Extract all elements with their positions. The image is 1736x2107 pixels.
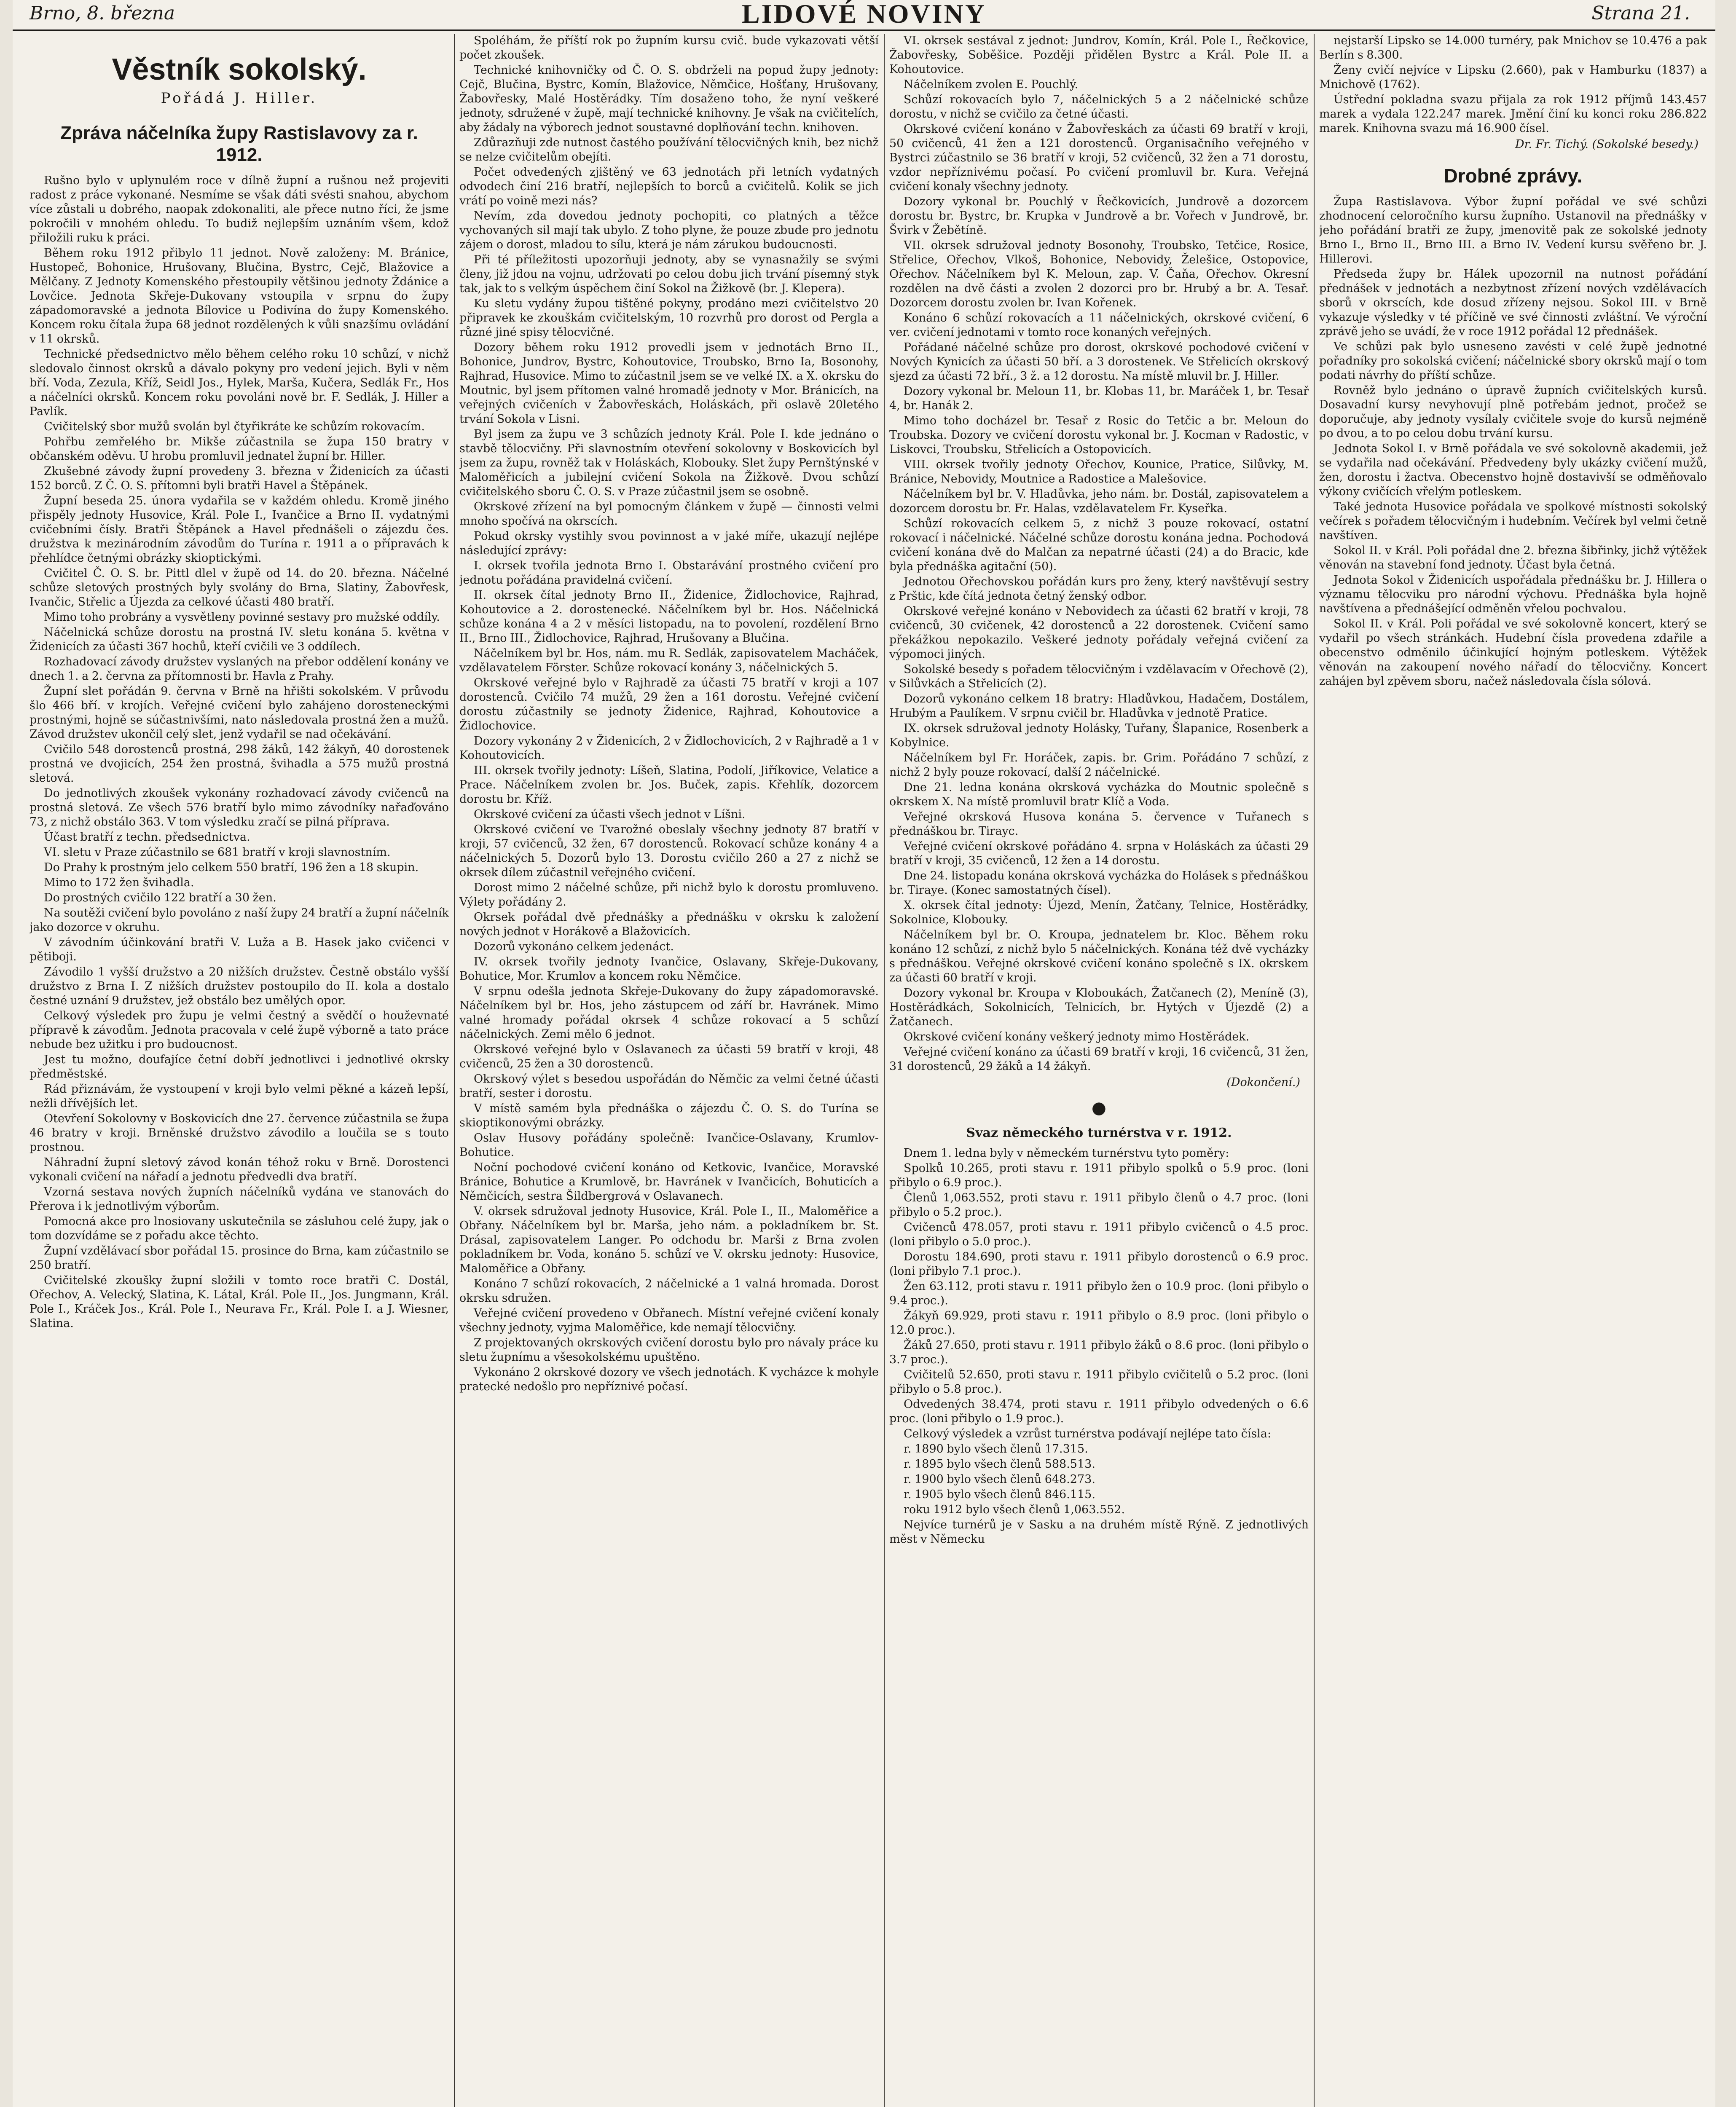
paragraph: VI. okrsek sestával z jednot: Jundrov, Komín, Král. Pole I., Řečkovice, Žabovřesky, Soběšice. Později přidělen Bystrc a Král. Pole II. a Kohoutovice. — [889, 34, 1309, 76]
paragraph: Dozory vykonány 2 v Židenicích, 2 v Židlochovicích, 2 v Rajhradě a 1 v Kohoutovicích. — [459, 735, 879, 762]
paragraph: VIII. okrsek tvořily jednoty Ořechov, Kounice, Pratice, Silůvky, M. Bránice, Nebovidy, Moutnice a Radostice a Malešovice. — [889, 458, 1309, 485]
paragraph: Okrskové veřejné konáno v Nebovidech za účasti 62 bratří v kroji, 78 cvičenců, 30 cvičenek, 42 dorostenců a 22 dorostenek. Cvičení samo překážkou nepokazilo. Veškeré jednoty pořádaly veřejná cvičení za výpomoci jiných. — [889, 605, 1309, 661]
paragraph: V srpnu odešla jednota Skřeje-Dukovany do župy západomoravské. Náčelníkem byl br. Hos, jeho zástupcem od září br. Havránek. Mimo valné hromady pořádal okrsek 4 schůze rokovací a 5 schůzí náčelnických. Zemi mělo 6 jednot. — [459, 985, 879, 1041]
paragraph: VI. sletu v Praze zúčastnilo se 681 bratří v kroji slavnostním. — [44, 846, 391, 859]
paragraph: Sokol II. v Král. Poli pořádal dne 2. března šibřinky, jichž výtěžek věnován na stavební fond jednoty. Účast byla četná. — [1319, 544, 1707, 571]
paragraph: V závodním účinkování bratři V. Luža a B. Hasek jako cvičenci v pětiboji. — [30, 936, 449, 963]
article-title: Svaz německého turnérstva v r. 1912. — [966, 1126, 1232, 1140]
paragraph: Do Prahy k prostným jelo celkem 550 bratří, 196 žen a 18 skupin. — [44, 861, 419, 874]
paragraph: V místě samém byla přednáška o zájezdu Č. O. S. do Turína se skioptikonovými obrázky. — [459, 1102, 879, 1129]
paragraph: Jednotou Ořechovskou pořádán kurs pro ženy, který navštěvují sestry z Prštic, kde čítá jednota četný ženský odbor. — [889, 575, 1309, 603]
paragraph: Konáno 7 schůzí rokovacích, 2 náčelnické a 1 valná hromada. Dorost okrsku sdružen. — [459, 1277, 879, 1305]
paragraph: II. okrsek čítal jednoty Brno II., Židenice, Židlochovice, Rajhrad, Kohoutovice a 2. dorostenecké. Náčelníkem byl br. Hos. Náčelnická schůze konána 4 a 2 v měsíci listopadu, na to povolení, rozdělení Brno II., Brno III., Židlochovice, Rajhrad, Hrušovany a Blučina. — [459, 589, 879, 645]
column-divider — [884, 34, 885, 2107]
paragraph: Rád přiznávám, že vystoupení v kroji bylo velmi pěkné a kázeň lepší, nežli dřívějších let. — [30, 1083, 449, 1110]
paragraph: Ústřední pokladna svazu přijala za rok 1912 příjmů 143.457 marek a vydala 122.247 marek. Jmění činí ku konci roku 286.822 marek. Knihovna svazu má 16.900 čísel. — [1319, 93, 1707, 135]
paragraph: VII. okrsek sdružoval jednoty Bosonohy, Troubsko, Tetčice, Rosice, Střelice, Ořechov, Vlkoš, Bohonice, Nebovidy, Želešice, Ostopovice, Ořechov. Náčelníkem byl K. Meloun, zap. V. Čaňa, Ořechov. Okresní rozdělen na dvě části a zvolen 2 dozorci pro br. Hrubý a br. A. Tesař. Dozorcem dorostu zvolen br. Ivan Kořenek. — [889, 239, 1309, 309]
paragraph: Během roku 1912 přibylo 11 jednot. Nově založeny: M. Bránice, Hustopeč, Bohonice, Hrušovany, Blučina, Bystrc, Cejč, Blažovice a Mělčany. Z Jednoty Komenského přestoupily většinou jednoty Ždánice a Lovčice. Jednota Skřeje-Dukovany vstoupila v srpnu do župy západomoravské a jednota Bílovice u Podivína do župy Komenského. Koncem roku čítala župa 68 jednot rozdělených k vůli snazšímu ovládání v 11 okrsků. — [30, 247, 449, 346]
column-divider — [454, 34, 455, 2107]
paragraph: Technické předsednictvo mělo během celého roku 10 schůzí, v nichž sledovalo činnost okrsků a dávalo pokyny pro vedení jejich. Byli v něm bří. Voda, Zezula, Kříž, Seidl Jos., Hylek, Marša, Kučera, Sedlák Fr., Hos a náčelníci okrsků. Koncem roku povoláni nově br. F. Sedlák, J. Hiller a Pavlík. — [30, 348, 449, 418]
paragraph: Župa Rastislavova. Výbor župní pořádal ve své schůzi zhodnocení celoročního kursu župního. Ustanovil na přednášky v jeho pořádání bratři ze župy, jmenovitě pak ze sokolské jednoty Brno I., Brno II., Brno III. a Brno IV. Vedení kursu svěřeno br. J. Hillerovi. — [1319, 195, 1707, 265]
column-1 — [30, 34, 449, 2107]
paragraph: Okrskové cvičení ve Tvarožné obeslaly všechny jednoty 87 bratří v kroji, 57 cvičenců, 32 žen, 67 dorostenců. Rokovací schůze konány 4 a náčelnických 5. Dozorů bylo 13. Dorostu cvičilo 260 a 27 z nichž se okrsek dílem zúčastnil veřejného cvičení. — [459, 823, 879, 879]
paragraph: Dozory vykonal br. Meloun 11, br. Klobas 11, br. Maráček 1, br. Tesař 4, br. Hanák 2. — [889, 385, 1309, 412]
paragraph: Ženy cvičí nejvíce v Lipsku (2.660), pak v Hamburku (1837) a Mnichově (1762). — [1319, 64, 1707, 91]
paragraph: Celkový výsledek a vzrůst turnérstva podávají nejlépe tato čísla: — [904, 1427, 1272, 1440]
paragraph: Z projektovaných okrskových cvičení dorostu bylo pro návaly práce ku sletu župnímu a všesokolskému upuštěno. — [459, 1336, 879, 1364]
paragraph: Byl jsem za župu ve 3 schůzích jednoty Král. Pole I. kde jednáno o stavbě tělocvičny. Při slavnostním otevření sokolovny v Boskovicích byl jsem za župu, rovněž tak v Holáskách, Klobouky. Slet župy Pernštýnské v Maloměřicích a jubilejní cvičení Sokola na Žižkově. Dvou schůzí cvičitelského sboru Č. O. S. v Praze zúčastnil jsem se osobně. — [459, 428, 879, 498]
paragraph: Okrskové cvičení konány veškerý jednoty mimo Hostěrádek. — [904, 1030, 1250, 1043]
paragraph: Jednota Sokol v Židenicích uspořádala přednášku br. J. Hillera o významu tělocviku pro národní výchovu. Přednáška byla hojně navštívena a přednášející odměněn vřelou pochvalou. — [1319, 574, 1707, 615]
paragraph: Cvičitelský sbor mužů svolán byl čtyřikráte ke schůzím rokovacím. — [44, 420, 425, 433]
paragraph: Žáků 27.650, proti stavu r. 1911 přibylo žáků o 8.6 proc. (loni přibylo o 3.7 proc.). — [889, 1339, 1309, 1366]
section-editor: Pořádá J. Hiller. — [161, 90, 318, 107]
paragraph: Při té příležitosti upozorňuji jednoty, aby se vynasnažily se svými členy, již jdou na vojnu, udržovati po celou dobu jich trvání písemný styk tak, jak to s velkým úspěchem činí Sokol na Žižkově (br. J. Klepera). — [459, 253, 879, 295]
paragraph: III. okrsek tvořily jednoty: Líšeň, Slatina, Podolí, Jiříkovice, Velatice a Prace. Náčelníkem zvolen br. Jos. Buček, zapis. Křehlík, dozorcem dorostu br. Kříž. — [459, 764, 879, 806]
masthead — [13, 0, 1715, 31]
paragraph: Župní beseda 25. února vydařila se v každém ohledu. Kromě jiného přispěly jednoty Husovice, Král. Pole I., Ivančice a Brno II. vydatnými cvičebními čísly. Bratři Štěpánek a Havel přednášeli o zájezdu čes. družstva k mezinárodním závodům do Turína r. 1911 a o přípravách k přehlídce četnými obrázky skioptickými. — [30, 494, 449, 565]
paragraph: Pořádané náčelné schůze pro dorost, okrskové pochodové cvičení v Nových Kynicích za účasti 50 bří. a 3 dorostenek. Ve Střelicích okrskový sjezd za účasti 72 bří., 3 ž. a 12 dorostu. Na místě mluvil br. J. Hiller. — [889, 341, 1309, 383]
paragraph: Oslav Husovy pořádány společně: Ivančice-Oslavany, Krumlov-Bohutice. — [459, 1131, 879, 1159]
paragraph: Cvičitel Č. O. S. br. Pittl dlel v župě od 14. do 20. března. Náčelné schůze sletových prostných byly svolány do Brna, Slatiny, Žabovřesk, Ivančic, Střelic a Újezda za celkové účasti 480 bratří. — [30, 567, 449, 609]
paragraph: Pohřbu zemřelého br. Mikše zúčastnila se župa 150 bratry v občanském oděvu. U hrobu promluvil jednatel župní br. Hiller. — [30, 435, 449, 463]
paragraph: Žen 63.112, proti stavu r. 1911 přibylo žen o 10.9 proc. (loni přibylo o 9.4 proc.). — [889, 1280, 1309, 1307]
paragraph: Rušno bylo v uplynulém roce v dílně župní a rušnou než projeviti radost z práce vykonané. Nesmíme se však dáti svésti snahou, abychom více zůstali u dobrého, naopak zdokonaliti, ale přece nutno říci, že jsme pokročili v mnohém ohledu. To budiž nejlepším uznáním všem, kdož přiložili ruku k práci. — [30, 174, 449, 244]
paragraph: Cvičitelů 52.650, proti stavu r. 1911 přibylo cvičitelů o 5.2 proc. (loni přibylo o 5.8 proc.). — [889, 1368, 1309, 1396]
paragraph: Sokol II. v Král. Poli pořádal ve své sokolovně koncert, který se vydařil po všech stránkách. Hudební čísla provedena zdařile a obecenstvo odměnilo účinkující hojným potleskem. Výtěžek věnován na zakoupení nového nářadí do tělocvičny. Koncert zahájen byl zpěvem sboru, načež následovala čísla sólová. — [1319, 617, 1707, 688]
paragraph: r. 1900 bylo všech členů 648.273. — [904, 1473, 1095, 1486]
paragraph: Okrskové veřejné bylo v Oslavanech za účasti 59 bratří v kroji, 48 cvičenců, 25 žen a 30 dorostenců. — [459, 1043, 879, 1070]
paragraph: Do prostných cvičilo 122 bratří a 30 žen. — [44, 891, 276, 904]
paragraph: Odvedených 38.474, proti stavu r. 1911 přibylo odvedených o 6.6 proc. (loni přibylo o 1.9 proc.). — [889, 1398, 1309, 1425]
paragraph: Dozory během roku 1912 provedli jsem v jednotách Brno II., Bohonice, Jundrov, Bystrc, Kohoutovice, Troubsko, Brno Ia, Bosonohy, Rajhrad, Husovice. Mimo to zúčastnil jsem se ve velké IX. a X. okrsku do Moutnic, byl jsem přítomen valné hromadě jednoty v Mor. Bránicích, na veřejných cvičeních v Žabovřeskách, Holáskách, při oslavě 20letého trvání Sokola v Lisni. — [459, 341, 879, 426]
paragraph: Zdůrazňuji zde nutnost častého používání tělocvičných knih, bez nichž se nelze cvičitelům obejíti. — [459, 136, 879, 164]
paragraph: Žákyň 69.929, proti stavu r. 1911 přibylo o 8.9 proc. (loni přibylo o 12.0 proc.). — [889, 1309, 1309, 1337]
paragraph: Závodilo 1 vyšší družstvo a 20 nižších družstev. Čestně obstálo vyšší družstvo z Brna I. Z nižších družstev postoupilo do II. kola a dostalo čestné uznání 9 družstev, jež obstálo bez umělých opor. — [30, 965, 449, 1007]
paragraph: Na soutěži cvičení bylo povoláno z naší župy 24 bratří a župní náčelník jako dozorce v okruhu. — [30, 906, 449, 934]
paragraph: Vykonáno 2 okrskové dozory ve všech jednotách. K vycházce k mohyle pratecké nedošlo pro nepříznivé počasí. — [459, 1366, 879, 1393]
paragraph: r. 1890 bylo všech členů 17.315. — [904, 1442, 1088, 1456]
paragraph: Veřejné cvičení konáno za účasti 69 bratří v kroji, 16 cvičenců, 31 žen, 31 dorostenců, 29 žáků a 14 žákyň. — [889, 1045, 1309, 1073]
paragraph: Cvičenců 478.057, proti stavu r. 1911 přibylo cvičenců o 4.5 proc. (loni přibylo o 5.0 proc.). — [889, 1221, 1309, 1248]
paragraph: Ve schůzi pak bylo usneseno zavésti v celé župě jednotné pořadníky pro sokolská cvičení; náčelnické sbory okrsků mají o tom podati návrhy do příští schůze. — [1319, 340, 1707, 382]
paragraph: Jednota Sokol I. v Brně pořádala ve své sokolovně akademii, jež se vydařila nad očekávání. Předvedeny byly ukázky cvičení mužů, žen, dorostu i žactva. Obecenstvo hojně dostavivší se odměňovalo výkony cvičících vřelým potleskem. — [1319, 442, 1707, 498]
paragraph: I. okrsek tvořila jednota Brno I. Obstarávání prostného cvičení pro jednotu pořádána pravidelná cvičení. — [459, 559, 879, 587]
paragraph: r. 1905 bylo všech členů 846.115. — [904, 1488, 1095, 1501]
article-body — [1319, 195, 1707, 689]
paragraph: Také jednota Husovice pořádala ve spolkové místnosti sokolský večírek s pořadem tělocvičným i hudebním. Večírek byl velmi četně navštíven. — [1319, 500, 1707, 542]
paragraph: Schůzí rokovacích celkem 5, z nichž 3 pouze rokovací, ostatní rokovací i náčelnické. Náčelné schůze dorostu konána jedna. Pochodová cvičení konána dvě do Malčan za nepatrné účasti (24) a do Bracic, kde byla přednáška agitační (50). — [889, 517, 1309, 573]
paragraph: Okrskové zřízení na byl pomocným článkem v župě — činnosti velmi mnoho spočívá na okrscích. — [459, 500, 879, 528]
paragraph: Dne 21. ledna konána okrsková vycházka do Moutnic společně s okrskem X. Na místě promluvil bratr Klíč a Voda. — [889, 781, 1309, 808]
article-title: Zpráva náčelníka župy Rastislavovy za r. 1912. — [60, 123, 418, 165]
article-body — [30, 174, 449, 1331]
paragraph: Noční pochodové cvičení konáno od Ketkovic, Ivančice, Moravské Bránice, Bohutice a Krumlově, br. Havránek v Ivančicích, Bohuticích a Němčicích, sestra Šildbergrová v Oslavanech. — [459, 1161, 879, 1203]
article-body — [459, 34, 879, 1394]
paragraph: Dorost mimo 2 náčelné schůze, při nichž bylo k dorostu promluveno. Výlety pořádány 2. — [459, 881, 879, 909]
paragraph: Rovněž bylo jednáno o úpravě župních cvičitelských kursů. Dosavadní kursy nevyhovují plně potřebám jednot, pročež se doporučuje, aby jednoty vysílaly cvičitele svoje do kursů nejméně po dvou, a to po celou dobu trvání kursu. — [1319, 384, 1707, 440]
masthead-title: LIDOVÉ NOVINY — [741, 0, 987, 29]
paragraph: Mimo toho probrány a vysvětleny povinné sestavy pro mužské oddíly. — [44, 611, 440, 624]
paragraph: Župní vzdělávací sbor pořádal 15. prosince do Brna, kam zúčastnilo se 250 bratří. — [30, 1244, 449, 1272]
paragraph: Otevření Sokolovny v Boskovicích dne 27. července zúčastnila se župa 46 bratry v kroji. Brněnské družstvo závodilo a loučila se s touto prostnou. — [30, 1112, 449, 1154]
paragraph: Cvičitelské zkoušky župní složili v tomto roce bratři C. Dostál, Ořechov, A. Velecký, Slatina, K. Látal, Král. Pole II., Jos. Jungmann, Král. Pole I., Kráček Jos., Král. Pole I., Neurava Fr., Král. Pole I. a J. Wiesner, Slatina. — [30, 1274, 449, 1330]
paragraph: X. okrsek čítal jednoty: Újezd, Menín, Žatčany, Telnice, Hostěrádky, Sokolnice, Klobouky. — [889, 899, 1309, 926]
paragraph: Dorostu 184.690, proti stavu r. 1911 přibylo dorostenců o 6.9 proc. (loni přibylo 7.1 proc.). — [889, 1250, 1309, 1278]
separator-bullet: ● — [1092, 1098, 1106, 1118]
paragraph: Veřejné okrsková Husova konána 5. července v Tuřanech s přednáškou br. Tirayc. — [889, 810, 1309, 838]
masthead-page-number: Strana 21. — [1591, 3, 1690, 24]
paragraph: Okrskové cvičení za účasti všech jednot v Líšni. — [474, 808, 746, 821]
paragraph: Náčelníkem byl br. O. Kroupa, jednatelem br. Kloc. Během roku konáno 12 schůzí, z nichž bylo 5 náčelnických. Konána též dvě vycházky s přednáškou. Veřejné okrskové cvičení konáno společně s IX. okrskem za účasti 60 bratří v kroji. — [889, 928, 1309, 984]
paragraph: Dozorů vykonáno celkem jedenáct. — [474, 940, 674, 953]
column-2 — [459, 34, 879, 2107]
article-signature: Dr. Fr. Tichý. (Sokolské besedy.) — [1515, 138, 1698, 151]
paragraph: Dozory vykonal br. Kroupa v Kloboukách, Žatčanech (2), Meníně (3), Hostěrádkách, Sokolnicích, Telnicích, br. Hytých v Újezdě (2) a Žatčanech. — [889, 986, 1309, 1028]
paragraph: V. okrsek sdružoval jednoty Husovice, Král. Pole I., II., Maloměřice a Obřany. Náčelníkem byl br. Marša, jeho nám. a pokladníkem br. St. Drásal, zapisovatelem Langer. Po odchodu br. Marši z Brna zvolen pokladníkem br. Voda, konáno 5. schůzí ve V. okrsku jednoty: Husovice, Maloměřice a Obřany. — [459, 1205, 879, 1275]
column-divider — [1314, 34, 1315, 2107]
paragraph: Zkušebné závody župní provedeny 3. března v Židenicích za účasti 152 borců. Z Č. O. S. přítomni byli bratři Havel a Štěpánek. — [30, 465, 449, 492]
paragraph: Okrskové cvičení konáno v Žabovřeskách za účasti 69 bratří v kroji, 50 cvičenců, 41 žen a 121 dorostenců. Organisačního veřejného v Bystrci zúčastnilo se 36 bratří v kroji, 52 cvičenců, 32 žen a 71 dorostu, vzdor nepříznivému počasí. Po cvičení promluvil br. Kura. Veřejná cvičení konaly všechny jednoty. — [889, 123, 1309, 193]
paragraph: Technické knihovničky od Č. O. S. obdrželi na popud župy jednoty: Cejč, Blučina, Bystrc, Komín, Blažovice, Němčice, Hošťany, Hrušovany, Žabovřesky, Malé Hostěrádky. Tím dosaženo toho, že nyní veškeré jednoty, sdružené v župě, mají technické knihovny. Je však na cvičitelích, aby žádaly na výborech jednot soustavné doplňování techn. knihoven. — [459, 64, 879, 134]
paragraph: Mimo to 172 žen švihadla. — [44, 876, 194, 889]
paragraph: Spolků 10.265, proti stavu r. 1911 přibylo spolků o 5.9 proc. (loni přibylo o 6.9 proc.). — [889, 1162, 1309, 1189]
paragraph: Náhradní župní sletový závod konán téhož roku v Brně. Dorostenci vykonali cvičení na nářadí a jednotu předvedli dva bratří. — [30, 1156, 449, 1183]
paragraph: Cvičilo 548 dorostenců prostná, 298 žáků, 142 žákyň, 40 dorostenek prostná ve dvojicích, 254 žen prostná, švihadla a 575 mužů prostná sletová. — [30, 743, 449, 785]
article-body — [889, 1146, 1309, 1547]
paragraph: Náčelníkem byl br. V. Hladůvka, jeho nám. br. Dostál, zapisovatelem a dozorcem dorostu br. Fr. Halas, vzdělavatelem Fr. Kyseřka. — [889, 488, 1309, 515]
paragraph: Nevím, zda dovedou jednoty pochopiti, co platných a těžce vychovaných sil mají tak ubylo. Z toho plyne, že pouze zbude pro jednotu zájem o dorost, mladou to sílu, která je nám zárukou budoucnosti. — [459, 209, 879, 251]
paragraph: Konáno 6 schůzí rokovacích a 11 náčelnických, okrskové cvičení, 6 ver. cvičení jednotami v tomto roce konaných veřejných. — [889, 311, 1309, 339]
section-title: Věstník sokolský. — [112, 53, 367, 86]
paragraph: Okrskové veřejné bylo v Rajhradě za účasti 75 bratří v kroji a 107 dorostenců. Cvičilo 74 mužů, 29 žen a 161 dorostu. Veřejné cvičení dorostu zúčastnily se jednoty Židenice, Rajhrad, Kohoutovice a Židlochovice. — [459, 676, 879, 732]
masthead-date: Brno, 8. března — [30, 3, 175, 24]
newspaper-page — [13, 0, 1715, 2107]
paragraph: Mimo toho docházel br. Tesař z Rosic do Tetčic a br. Meloun do Troubska. Dozory ve cvičení dorostu vykonal br. J. Kocman v Radostic, v Liskovci, Troubsku, Střelicích a Ostopovicích. — [889, 414, 1309, 456]
paragraph: IX. okrsek sdružoval jednoty Holásky, Tuřany, Šlapanice, Rosenberk a Kobylnice. — [889, 722, 1309, 749]
paragraph: Spoléhám, že příští rok po župním kursu cvič. bude vykazovati větší počet zkoušek. — [459, 34, 879, 62]
paragraph: Náčelnická schůze dorostu na prostná IV. sletu konána 5. května v Židenicích za účasti 367 hochů, kteří cvičili ve 3 oddílech. — [30, 626, 449, 653]
paragraph: Účast bratří z techn. předsednictva. — [44, 831, 250, 844]
paragraph: Náčelníkem zvolen E. Pouchlý. — [904, 78, 1079, 91]
paragraph: roku 1912 bylo všech členů 1,063.552. — [904, 1503, 1125, 1516]
column-4 — [1319, 34, 1707, 2107]
paragraph: Počet odvedených zjištěný ve 63 jednotách při letních vydatných odvodech činí 216 bratří, nejlepších to borců a cvičitelů. Kolik se jich vrátí po voině mezi nás? — [459, 166, 879, 207]
paragraph: Okrsek pořádal dvě přednášky a přednášku v okrsku k založení nových jednot v Horákově a Blažovicích. — [459, 911, 879, 938]
paragraph: Dozory vykonal br. Pouchlý v Řečkovicích, Jundrově a dozorcem dorostu br. Bystrc, br. Krupka v Jundrově a br. Vořech v Jundrově, br. Švirk v Žebětíně. — [889, 195, 1309, 237]
paragraph: r. 1895 bylo všech členů 588.513. — [904, 1458, 1095, 1471]
paragraph: Celkový výsledek pro župu je velmi čestný a svědčí o houževnaté přípravě k závodům. Jednota pracovala v celé župě výborně a tato práce nebude bez užitku i pro budoucnost. — [30, 1009, 449, 1051]
paragraph: Veřejné cvičení provedeno v Obřanech. Místní veřejné cvičení konaly všechny jednoty, vyjma Maloměřice, kde nemají tělocvičny. — [459, 1307, 879, 1334]
article-signature: (Dokončení.) — [1226, 1076, 1300, 1089]
paragraph: Dnem 1. ledna byly v německém turnérstvu tyto poměry: — [904, 1147, 1229, 1160]
paragraph: Nejvíce turnérů je v Sasku a na druhém místě Rýně. Z jednotlivých měst v Německu — [889, 1518, 1309, 1546]
column-3 — [889, 34, 1309, 2107]
section-subtitle: Drobné zprávy. — [1444, 165, 1583, 187]
paragraph: Župní slet pořádán 9. června v Brně na hřišti sokolském. V průvodu šlo 466 bří. v krojích. Veřejné cvičení bylo zahájeno dorosteneckými prostnými, hojně se súčastnivšími, nato následovala prostná žen a mužů. Závod družstev ukončil celý slet, jenž vydařil se nad očekávání. — [30, 685, 449, 741]
paragraph: Pomocná akce pro lnosiovany uskutečnila se zásluhou celé župy, jak o tom dozvídáme se z pořadu akce těchto. — [30, 1215, 449, 1242]
paragraph: Předseda župy br. Hálek upozornil na nutnost pořádání přednášek v jednotách a nezbytnost zřízení nových vzdělávacích sborů v okrscích, kde dosud zřízeny nejsou. Sokol III. v Brně vykazuje výsledky v té příčině ve své činnosti zvláštní. Ve výroční zprávě jeho se uvádí, že v roce 1912 pořádal 12 přednášek. — [1319, 268, 1707, 338]
paragraph: Dne 24. listopadu konána okrsková vycházka do Holásek s přednáškou br. Tiraye. (Konec samostatných čísel). — [889, 869, 1309, 897]
paragraph: Dozorů vykonáno celkem 18 bratry: Hladůvkou, Hadačem, Dostálem, Hrubým a Paulíkem. V srpnu cvičil br. Hladůvka v jednotě Pratice. — [889, 692, 1309, 720]
paragraph: Náčelníkem byl br. Hos, nám. mu R. Sedlák, zapisovatelem Macháček, vzdělavatelem Förster. Schůze rokovací konány 3, náčelnických 5. — [459, 647, 879, 674]
paragraph: IV. okrsek tvořily jednoty Ivančice, Oslavany, Skřeje-Dukovany, Bohutice, Mor. Krumlov a koncem roku Němčice. — [459, 955, 879, 983]
article-body — [889, 34, 1309, 1074]
paragraph: Sokolské besedy s pořadem tělocvičným i vzdělavacím v Ořechově (2), v Silůvkách a Střelicích (2). — [889, 663, 1309, 690]
paragraph: Pokud okrsky vystihly svou povinnost a v jaké míře, ukazují nejlépe následující zprávy: — [459, 530, 879, 557]
article-body — [1319, 34, 1707, 136]
paragraph: Okrskový výlet s besedou uspořádán do Němčic za velmi četné účasti bratří, sester i dorostu. — [459, 1072, 879, 1100]
paragraph: Členů 1,063.552, proti stavu r. 1911 přibylo členů o 4.7 proc. (loni přibylo o 5.2 proc.). — [889, 1191, 1309, 1219]
paragraph: Jest tu možno, doufajíce četní dobří jednotlivci i jednotlivé okrsky předměstské. — [30, 1053, 449, 1080]
paragraph: Ku sletu vydány župou tištěné pokyny, prodáno mezi cvičitelstvo 20 připravek ke zkouškám cvičitelským, 10 rozvrhů pro dorost od Pergla a různé jiné spisy tělocvičné. — [459, 297, 879, 339]
paragraph: Do jednotlivých zkoušek vykonány rozhadovací závody cvičenců na prostná sletová. Ze všech 576 bratří bylo mimo závodníky nařaďováno 73, z nichž obstálo 363. V tom výsledku zračí se pilná příprava. — [30, 787, 449, 828]
paragraph: Veřejné cvičení okrskové pořádáno 4. srpna v Holáskách za účasti 29 bratří v kroji, 35 cvičenců, 12 žen a 14 dorostu. — [889, 840, 1309, 867]
paragraph: nejstarší Lipsko se 14.000 turnéry, pak Mnichov se 10.476 a pak Berlín s 8.300. — [1319, 34, 1707, 62]
paragraph: Rozhadovací závody družstev vyslaných na přebor oddělení konány ve dnech 1. a 2. června za přítomnosti br. Havla z Prahy. — [30, 655, 449, 683]
paragraph: Vzorná sestava nových župních náčelníků vydána ve stanovách do Přerova i k jednotlivým výborům. — [30, 1185, 449, 1213]
paragraph: Náčelníkem byl Fr. Horáček, zapis. br. Grim. Pořádáno 7 schůzí, z nichž 2 byly pouze rokovací, další 2 náčelnické. — [889, 751, 1309, 779]
paragraph: Schůzí rokovacích bylo 7, náčelnických 5 a 2 náčelnické schůze dorostu, v nichž se cvičilo za četné účasti. — [889, 93, 1309, 121]
